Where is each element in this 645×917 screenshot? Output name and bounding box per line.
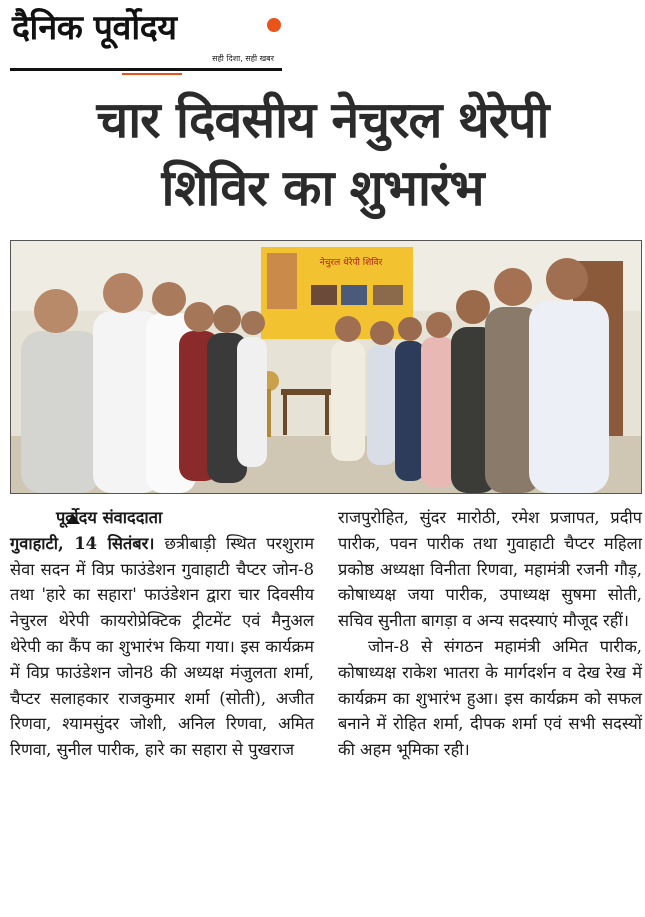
article-column-right (338, 505, 642, 763)
masthead-tagline: सही दिशा, सही खबर (212, 54, 274, 63)
masthead-rule (10, 68, 282, 71)
byline: पूर्वोदय संवाददाता (56, 508, 163, 527)
masthead-accent-rule (122, 73, 182, 75)
headline-line-1: चार दिवसीय नेचुरल थेरेपी (96, 91, 549, 149)
dateline: गुवाहाटी, 14 सितंबर। (10, 533, 155, 553)
newspaper-logo: दैनिक पूर्वोदय (12, 8, 177, 48)
article-column-left (10, 505, 314, 763)
banner-text: नेचुरल थेरेपी शिविर (319, 258, 383, 268)
article-paragraph-2: जोन-8 से संगठन महामंत्री अमित पारीक, कोषाध्यक्ष राकेश भातरा के मार्गदर्शन व देख रेख में कार्यक्रम का शुभारंभ हुआ। इस कार्यक्रम को सफल बनाने में रोहित शर्मा, दीपक शर्मा एवं सभी सदस्यों की अहम भूमिका रही। (338, 636, 642, 760)
logo-dot-icon (267, 18, 281, 32)
headline-line-2: शिविर का शुभारंभ (161, 159, 484, 217)
group-photo-illustration (11, 241, 641, 493)
news-photo (10, 240, 642, 494)
masthead (10, 6, 282, 74)
article-text-left: छत्रीबाड़ी स्थित परशुराम सेवा सदन में विप्र फाउंडेशन गुवाहाटी चैप्टर जोन-8 तथा 'हारे का सहारा' फाउंडेशन द्वारा चार दिवसीय नेचुरल थेरेपी कायरोप्रेक्टिक ट्रीटमेंट एवं मैनुअल थेरेपी का कैंप का शुभारंभ किया गया। इस कार्यक्रम में विप्र फाउंडेशन जोन8 की अध्यक्ष मंजुलता शर्मा, चैप्टर सलाहकार राजकुमार शर्मा (सोती), अजीत रिणवा, श्यामसुंदर जोशी, अनिल रिणवा, अमित रिणवा, सुनील पारीक, हारे का सहारा से पुखराज (10, 533, 314, 760)
article-text-right: राजपुरोहित, सुंदर मारोठी, रमेश प्रजापत, प्रदीप पारीक, पवन पारीक तथा गुवाहाटी चैप्टर महिला प्रकोष्ठ अध्यक्षा विनीता रिणवा, महामंत्री रजनी गौड़, कोषाध्यक्ष जया पारीक, उपाध्यक्ष सुषमा सोती, सचिव सुनीता बागड़ा व अन्य सदस्याएं मौजूद रहीं। (338, 508, 642, 631)
